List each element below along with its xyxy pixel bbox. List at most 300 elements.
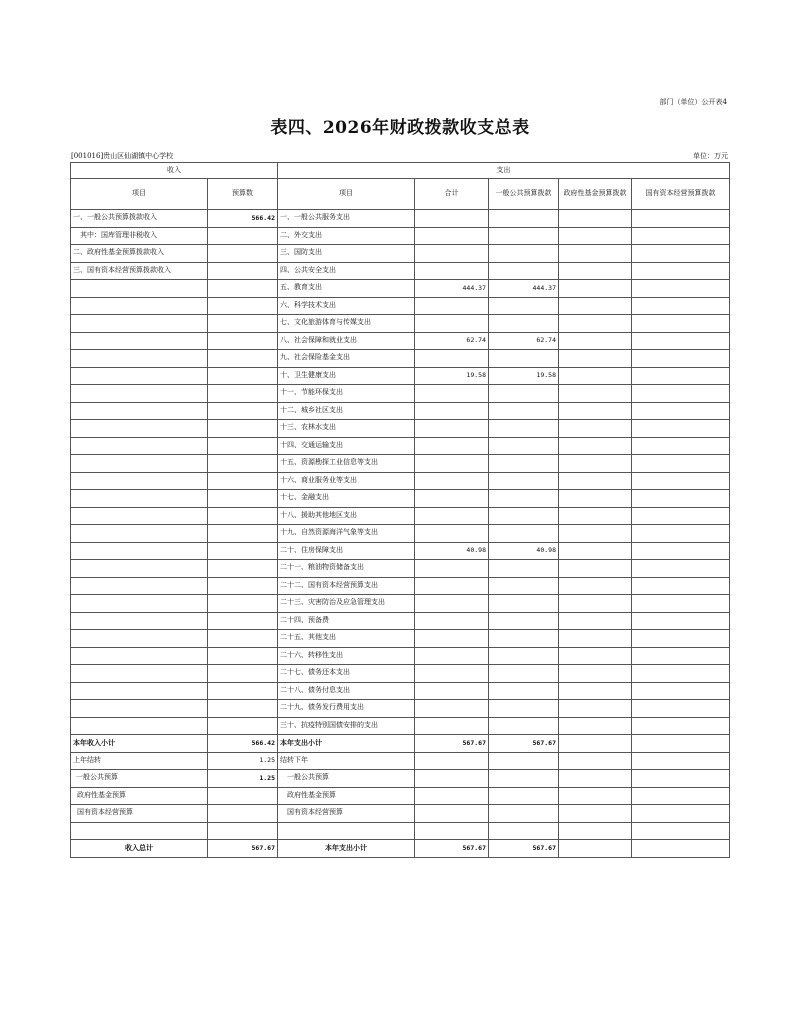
- income-header: 收入: [71, 163, 278, 179]
- table-row: [71, 455, 730, 473]
- gov-fund-header: 政府性基金预算拨款: [559, 179, 632, 210]
- income-budget: [208, 315, 278, 333]
- table-row: [71, 595, 730, 613]
- expense-gov-fund: [559, 385, 632, 403]
- table-row: [71, 280, 730, 298]
- income-item: [71, 297, 208, 315]
- expense-general-budget: [489, 595, 559, 613]
- carry-expense-value: [489, 787, 559, 805]
- carry-expense-value: [415, 787, 489, 805]
- expense-item: 十八、援助其他地区支出: [278, 507, 415, 525]
- expense-general-budget: [489, 437, 559, 455]
- budget-header: 预算数: [208, 179, 278, 210]
- carry-income-value: [208, 787, 278, 805]
- expense-item: 十三、农林水支出: [278, 420, 415, 438]
- income-budget: [208, 507, 278, 525]
- income-budget: [208, 385, 278, 403]
- expense-state-capital: [632, 245, 730, 263]
- carry-income-item: 政府性基金预算: [71, 787, 208, 805]
- page-title: 表四、2026年财政拨款收支总表: [270, 118, 530, 138]
- table-row: [71, 315, 730, 333]
- income-budget: [208, 332, 278, 350]
- expense-state-capital: [632, 472, 730, 490]
- income-budget: [208, 542, 278, 560]
- income-budget: [208, 262, 278, 280]
- carry-row: [71, 752, 730, 770]
- expense-item: 八、社会保障和就业支出: [278, 332, 415, 350]
- expense-gov-fund: [559, 700, 632, 718]
- expense-gov-fund: [559, 402, 632, 420]
- expense-subtotal-gov-fund: [559, 735, 632, 753]
- expense-general-budget: [489, 385, 559, 403]
- expense-gov-fund: [559, 717, 632, 735]
- expense-item: 十、卫生健康支出: [278, 367, 415, 385]
- income-budget: [208, 612, 278, 630]
- expense-item: 二十四、预备费: [278, 612, 415, 630]
- expense-total: [415, 665, 489, 683]
- expense-item: 十五、资源勘探工业信息等支出: [278, 455, 415, 473]
- expense-gov-fund: [559, 595, 632, 613]
- expense-state-capital: [632, 560, 730, 578]
- expense-total: [415, 682, 489, 700]
- expense-item: 二十六、转移性支出: [278, 647, 415, 665]
- income-budget: [208, 700, 278, 718]
- expense-general-budget: [489, 297, 559, 315]
- expense-general-budget: [489, 227, 559, 245]
- expense-gov-fund: [559, 682, 632, 700]
- expense-general-budget: [489, 507, 559, 525]
- expense-state-capital: [632, 402, 730, 420]
- carry-expense-value: [489, 770, 559, 788]
- expense-item: 四、公共安全支出: [278, 262, 415, 280]
- expense-gov-fund: [559, 612, 632, 630]
- expense-general-budget: [489, 682, 559, 700]
- expense-subtotal-general: 567.67: [489, 735, 559, 753]
- expense-state-capital: [632, 227, 730, 245]
- carry-expense-value: [415, 805, 489, 823]
- expense-gov-fund: [559, 227, 632, 245]
- table-row: [71, 665, 730, 683]
- table-row: [71, 437, 730, 455]
- table-row: [71, 542, 730, 560]
- carry-expense-value: [489, 752, 559, 770]
- carry-expense-value: [559, 770, 632, 788]
- expense-state-capital: [632, 665, 730, 683]
- income-budget: [208, 665, 278, 683]
- expense-subtotal-label: 本年支出小计: [278, 735, 415, 753]
- expense-gov-fund: [559, 367, 632, 385]
- expense-general-budget: [489, 717, 559, 735]
- expense-item: 十一、节能环保支出: [278, 385, 415, 403]
- expense-item: 二十九、债务发行费用支出: [278, 700, 415, 718]
- table-row: [71, 612, 730, 630]
- expense-gov-fund: [559, 210, 632, 228]
- income-item: [71, 490, 208, 508]
- income-item: [71, 700, 208, 718]
- expense-total: 19.58: [415, 367, 489, 385]
- expense-state-capital: [632, 210, 730, 228]
- income-item: [71, 560, 208, 578]
- expense-general-budget: [489, 472, 559, 490]
- expense-state-capital: [632, 437, 730, 455]
- carry-income-item: 上年结转: [71, 752, 208, 770]
- expense-gov-fund: [559, 280, 632, 298]
- expense-total: [415, 647, 489, 665]
- total-header: 合计: [415, 179, 489, 210]
- expense-state-capital: [632, 612, 730, 630]
- expense-state-capital: [632, 367, 730, 385]
- table-row: [71, 700, 730, 718]
- income-total-label: 收入总计: [71, 840, 208, 858]
- expense-total: [415, 297, 489, 315]
- expense-total: [415, 700, 489, 718]
- expense-state-capital: [632, 647, 730, 665]
- expense-subtotal-total: 567.67: [415, 735, 489, 753]
- expense-general-budget: [489, 315, 559, 333]
- expense-total: [415, 595, 489, 613]
- expense-item-header: 项目: [278, 179, 415, 210]
- income-item: 其中：国库管理非税收入: [71, 227, 208, 245]
- income-item: [71, 350, 208, 368]
- income-item: [71, 665, 208, 683]
- expense-total: [415, 420, 489, 438]
- table-row: [71, 210, 730, 228]
- expense-gov-fund: [559, 420, 632, 438]
- blank-cell: [632, 822, 730, 840]
- expense-total: [415, 577, 489, 595]
- expense-state-capital: [632, 700, 730, 718]
- expense-item: 十六、商业服务业等支出: [278, 472, 415, 490]
- table-row: [71, 402, 730, 420]
- expense-item: 十四、交通运输支出: [278, 437, 415, 455]
- expense-item: 二十五、其他支出: [278, 630, 415, 648]
- carry-income-value: 1.25: [208, 752, 278, 770]
- expense-gov-fund: [559, 560, 632, 578]
- table-row: [71, 227, 730, 245]
- expense-state-capital: [632, 420, 730, 438]
- expense-general-budget: [489, 630, 559, 648]
- carry-expense-value: [632, 752, 730, 770]
- carry-income-item: 国有资本经营预算: [71, 805, 208, 823]
- expense-general-budget: [489, 490, 559, 508]
- table-row: [71, 525, 730, 543]
- income-item-header: 项目: [71, 179, 208, 210]
- expense-item: 二十七、债务还本支出: [278, 665, 415, 683]
- expense-total: [415, 437, 489, 455]
- table-row: [71, 332, 730, 350]
- expense-total: [415, 507, 489, 525]
- table-row: [71, 560, 730, 578]
- income-budget: [208, 367, 278, 385]
- expense-state-capital: [632, 525, 730, 543]
- carry-expense-item: 一般公共预算: [278, 770, 415, 788]
- general-budget-header: 一般公共预算拨款: [489, 179, 559, 210]
- blank-cell: [489, 822, 559, 840]
- table-row: [71, 262, 730, 280]
- expense-gov-fund: [559, 350, 632, 368]
- expense-item: 二十三、灾害防治及应急管理支出: [278, 595, 415, 613]
- expense-general-budget: [489, 665, 559, 683]
- expense-total: [415, 472, 489, 490]
- carry-expense-value: [559, 787, 632, 805]
- expense-gov-fund: [559, 507, 632, 525]
- income-item: [71, 507, 208, 525]
- expense-gov-fund: [559, 262, 632, 280]
- expense-state-capital: [632, 490, 730, 508]
- organization-name: [001016]贵山区仙湖镇中心学校: [71, 152, 174, 160]
- expense-item: 六、科学技术支出: [278, 297, 415, 315]
- carry-expense-value: [632, 787, 730, 805]
- expense-general-budget: [489, 560, 559, 578]
- expense-state-capital: [632, 332, 730, 350]
- subtotal-row: [71, 735, 730, 753]
- table-row: [71, 717, 730, 735]
- expense-state-capital: [632, 297, 730, 315]
- carry-income-item: 一般公共预算: [71, 770, 208, 788]
- table-row: [71, 507, 730, 525]
- expense-total: [415, 315, 489, 333]
- income-item: [71, 280, 208, 298]
- income-budget: [208, 647, 278, 665]
- table-row: [71, 647, 730, 665]
- expense-gov-fund: [559, 630, 632, 648]
- expense-state-capital: [632, 577, 730, 595]
- income-item: [71, 717, 208, 735]
- expense-gov-fund: [559, 332, 632, 350]
- income-budget: [208, 577, 278, 595]
- expense-total: [415, 560, 489, 578]
- expense-gov-fund: [559, 525, 632, 543]
- expense-state-capital: [632, 630, 730, 648]
- income-item: [71, 577, 208, 595]
- blank-cell: [208, 822, 278, 840]
- income-item: [71, 315, 208, 333]
- expense-total: [415, 630, 489, 648]
- income-budget: [208, 280, 278, 298]
- expense-general-budget: [489, 350, 559, 368]
- expense-total: 62.74: [415, 332, 489, 350]
- carry-expense-value: [559, 805, 632, 823]
- expense-state-capital: [632, 455, 730, 473]
- income-subtotal-label: 本年收入小计: [71, 735, 208, 753]
- income-item: [71, 367, 208, 385]
- expense-general-budget: [489, 612, 559, 630]
- carry-row: [71, 770, 730, 788]
- expense-total: [415, 612, 489, 630]
- income-budget: [208, 560, 278, 578]
- expense-total-general: 567.67: [489, 840, 559, 858]
- income-budget: [208, 717, 278, 735]
- expense-total: 40.98: [415, 542, 489, 560]
- expense-item: 二十一、粮油物资储备支出: [278, 560, 415, 578]
- state-capital-header: 国有资本经营预算拨款: [632, 179, 730, 210]
- income-item: [71, 525, 208, 543]
- expense-general-budget: [489, 420, 559, 438]
- income-budget: [208, 595, 278, 613]
- carry-expense-value: [632, 805, 730, 823]
- expense-item: 一、一般公共服务支出: [278, 210, 415, 228]
- income-item: [71, 682, 208, 700]
- expense-state-capital: [632, 717, 730, 735]
- expense-item: 二、外交支出: [278, 227, 415, 245]
- expense-general-budget: 444.37: [489, 280, 559, 298]
- carry-expense-value: [415, 770, 489, 788]
- income-budget: [208, 227, 278, 245]
- expense-total: 444.37: [415, 280, 489, 298]
- income-budget: [208, 472, 278, 490]
- table-row: [71, 472, 730, 490]
- expense-total: [415, 717, 489, 735]
- expense-total-state-capital: [632, 840, 730, 858]
- expense-state-capital: [632, 315, 730, 333]
- expense-gov-fund: [559, 665, 632, 683]
- expense-general-budget: [489, 245, 559, 263]
- expense-general-budget: [489, 525, 559, 543]
- expense-item: 十九、自然资源海洋气象等支出: [278, 525, 415, 543]
- income-budget: [208, 402, 278, 420]
- income-budget: [208, 455, 278, 473]
- expense-total: [415, 245, 489, 263]
- expense-gov-fund: [559, 437, 632, 455]
- carry-expense-item: 国有资本经营预算: [278, 805, 415, 823]
- table-row: [71, 682, 730, 700]
- table-row: [71, 367, 730, 385]
- income-item: [71, 420, 208, 438]
- income-budget: [208, 525, 278, 543]
- carry-expense-value: [632, 770, 730, 788]
- expense-state-capital: [632, 385, 730, 403]
- expense-general-budget: 40.98: [489, 542, 559, 560]
- expense-general-budget: [489, 700, 559, 718]
- header-row-group: [71, 163, 730, 179]
- expense-total-label: 本年支出小计: [278, 840, 415, 858]
- carry-expense-item: 政府性基金预算: [278, 787, 415, 805]
- expense-state-capital: [632, 262, 730, 280]
- expense-subtotal-state-capital: [632, 735, 730, 753]
- table-number-note: 部门（单位）公开表4: [659, 98, 727, 106]
- carry-expense-value: [489, 805, 559, 823]
- expense-state-capital: [632, 682, 730, 700]
- expense-total: [415, 227, 489, 245]
- expense-general-budget: 19.58: [489, 367, 559, 385]
- table-row: [71, 297, 730, 315]
- table-row: [71, 420, 730, 438]
- income-budget: [208, 437, 278, 455]
- expense-gov-fund: [559, 315, 632, 333]
- expense-general-budget: [489, 577, 559, 595]
- income-item: [71, 630, 208, 648]
- header-row-columns: [71, 179, 730, 210]
- expense-item: 三、国防支出: [278, 245, 415, 263]
- income-item: [71, 385, 208, 403]
- expense-general-budget: 62.74: [489, 332, 559, 350]
- expense-general-budget: [489, 402, 559, 420]
- income-item: [71, 472, 208, 490]
- income-item: [71, 332, 208, 350]
- expense-total: [415, 455, 489, 473]
- expense-gov-fund: [559, 577, 632, 595]
- income-item: 三、国有资本经营预算拨款收入: [71, 262, 208, 280]
- income-budget: [208, 420, 278, 438]
- income-item: 一、一般公共预算拨款收入: [71, 210, 208, 228]
- expense-total: [415, 262, 489, 280]
- expense-total: [415, 210, 489, 228]
- expense-state-capital: [632, 507, 730, 525]
- expense-item: 九、社会保险基金支出: [278, 350, 415, 368]
- carry-row: [71, 805, 730, 823]
- income-item: [71, 542, 208, 560]
- expense-state-capital: [632, 350, 730, 368]
- unit-label: 单位：万元: [693, 152, 728, 160]
- blank-cell: [71, 822, 208, 840]
- expense-general-budget: [489, 647, 559, 665]
- expense-item: 二十八、债务付息支出: [278, 682, 415, 700]
- grand-total-row: [71, 840, 730, 858]
- expense-item: 五、教育支出: [278, 280, 415, 298]
- expense-gov-fund: [559, 490, 632, 508]
- expense-state-capital: [632, 595, 730, 613]
- income-item: [71, 402, 208, 420]
- expense-gov-fund: [559, 297, 632, 315]
- expense-item: 三十、抗疫特别国债安排的支出: [278, 717, 415, 735]
- income-total-value: 567.67: [208, 840, 278, 858]
- expense-item: 十二、城乡社区支出: [278, 402, 415, 420]
- income-item: [71, 647, 208, 665]
- carry-expense-item: 结转下年: [278, 752, 415, 770]
- table-row: [71, 577, 730, 595]
- table-row: [71, 490, 730, 508]
- income-subtotal-value: 566.42: [208, 735, 278, 753]
- expense-general-budget: [489, 210, 559, 228]
- carry-expense-value: [559, 752, 632, 770]
- expense-gov-fund: [559, 455, 632, 473]
- blank-cell: [278, 822, 415, 840]
- blank-cell: [559, 822, 632, 840]
- carry-income-value: 1.25: [208, 770, 278, 788]
- carry-income-value: [208, 805, 278, 823]
- income-item: [71, 612, 208, 630]
- expense-gov-fund: [559, 472, 632, 490]
- carry-expense-value: [415, 752, 489, 770]
- expense-state-capital: [632, 542, 730, 560]
- expense-total: [415, 490, 489, 508]
- table-row: [71, 630, 730, 648]
- income-item: [71, 437, 208, 455]
- budget-table: [70, 162, 730, 858]
- blank-row: [71, 822, 730, 840]
- table-row: [71, 245, 730, 263]
- income-budget: 566.42: [208, 210, 278, 228]
- expense-gov-fund: [559, 542, 632, 560]
- expense-general-budget: [489, 455, 559, 473]
- expense-header: 支出: [278, 163, 730, 179]
- expense-total: [415, 350, 489, 368]
- expense-item: 二十二、国有资本经营预算支出: [278, 577, 415, 595]
- expense-total-gov-fund: [559, 840, 632, 858]
- expense-general-budget: [489, 262, 559, 280]
- income-budget: [208, 245, 278, 263]
- income-budget: [208, 350, 278, 368]
- income-item: [71, 455, 208, 473]
- income-budget: [208, 630, 278, 648]
- expense-gov-fund: [559, 245, 632, 263]
- table-row: [71, 350, 730, 368]
- expense-total: [415, 402, 489, 420]
- expense-item: 七、文化旅游体育与传媒支出: [278, 315, 415, 333]
- expense-total: [415, 525, 489, 543]
- table-row: [71, 385, 730, 403]
- expense-state-capital: [632, 280, 730, 298]
